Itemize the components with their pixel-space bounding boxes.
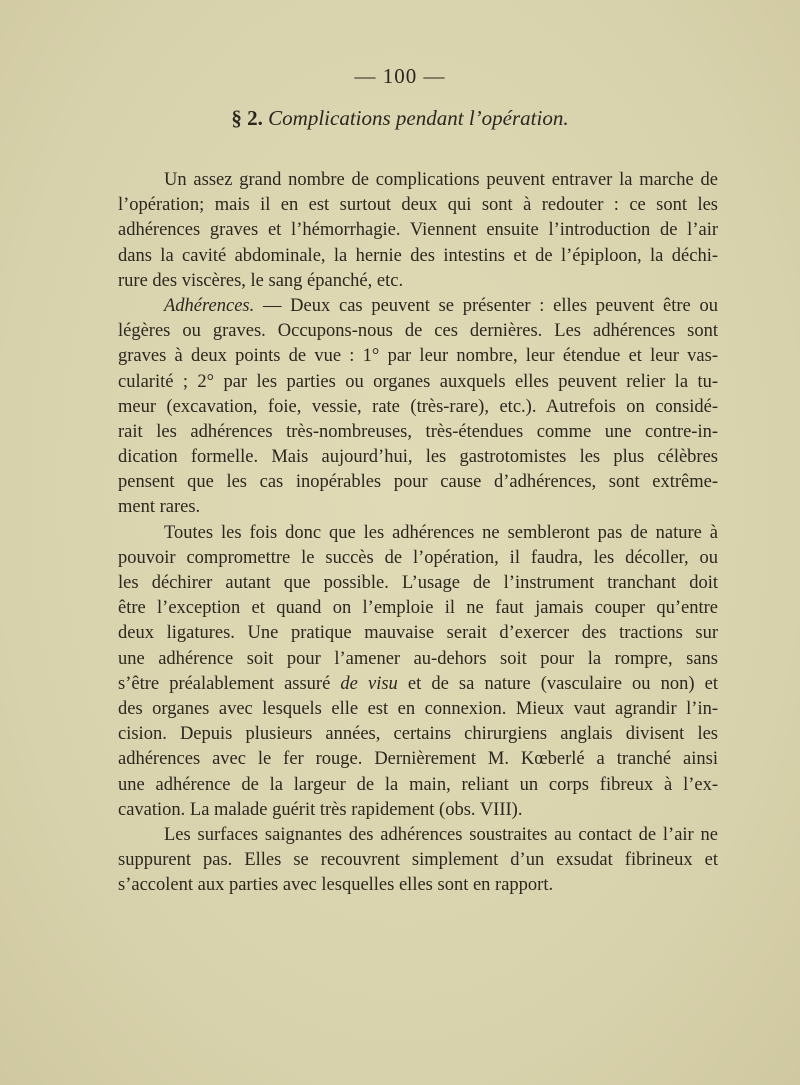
text-run: une adhérence soit pour l’amener au-dehors soit pour la rompre, sans bbox=[118, 648, 718, 669]
text-line bbox=[118, 697, 718, 722]
text-line bbox=[118, 470, 718, 495]
text-run: Un assez grand nombre de complications peuvent entraver la marche de bbox=[164, 170, 718, 190]
text-line bbox=[118, 420, 718, 445]
text-line bbox=[118, 798, 718, 823]
text-run: ment rares. bbox=[118, 497, 201, 518]
text-run: graves à deux points de vue : 1° par leur nombre, leur étendue et leur vas- bbox=[118, 346, 718, 367]
text-line bbox=[118, 672, 718, 697]
text-run: Les surfaces saignantes des adhérences soustraites au contact de l’air ne bbox=[164, 824, 718, 845]
text-line bbox=[118, 269, 718, 294]
text-line bbox=[118, 319, 718, 344]
text-run: légères ou graves. Occupons-nous de ces dernières. Les adhérences sont bbox=[118, 321, 718, 342]
text-line bbox=[118, 647, 718, 672]
text-run: les déchirer autant que possible. L’usage de l’instrument tranchant doit bbox=[118, 573, 718, 593]
text-run: rait les adhérences très-nombreuses, très-étendues comme une contre-in- bbox=[118, 421, 718, 442]
text-line bbox=[118, 873, 718, 898]
section-heading bbox=[0, 106, 800, 131]
text-run: dans la cavité abdominale, la hernie des intestins et de l’épiploon, la déchi- bbox=[118, 245, 718, 266]
text-run: meur (excavation, foie, vessie, rate (très-rare), etc.). Autrefois on considé- bbox=[118, 396, 718, 417]
text-line bbox=[118, 521, 718, 546]
text-line bbox=[118, 495, 718, 520]
text-run: cularité ; 2° par les parties ou organes auxquels elles peuvent relier la tu- bbox=[118, 371, 718, 392]
text-line bbox=[118, 193, 718, 218]
text-line bbox=[118, 445, 718, 470]
text-line bbox=[118, 370, 718, 395]
text-run: des organes avec lesquels elle est en connexion. Mieux vaut agrandir l’in- bbox=[118, 698, 718, 719]
text-run: s’être préalablement assuré bbox=[118, 673, 341, 694]
text-run: Toutes les fois donc que les adhérences ne sembleront pas de nature à bbox=[164, 522, 718, 543]
text-line bbox=[118, 773, 718, 798]
text-line bbox=[118, 546, 718, 571]
page-number: — 100 — bbox=[354, 64, 446, 88]
text-line bbox=[118, 747, 718, 772]
italic-text: de visu bbox=[340, 673, 398, 694]
text-run: pouvoir compromettre le succès de l’opération, il faudra, les décoller, ou bbox=[118, 547, 718, 568]
text-run: suppurent pas. Elles se recouvrent simplement d’un exsudat fibrineux et bbox=[118, 850, 718, 871]
text-run: deux ligatures. Une pratique mauvaise serait d’exercer des tractions sur bbox=[118, 623, 718, 644]
section-number: § 2. bbox=[231, 106, 263, 130]
text-line bbox=[118, 571, 718, 596]
text-run: — Deux cas peuvent se présenter : elles peuvent être ou bbox=[254, 295, 718, 316]
italic-text: Adhérences. bbox=[164, 295, 255, 316]
text-run: être l’exception et quand on l’emploie il ne faut jamais couper qu’entre bbox=[118, 598, 718, 619]
text-run: cision. Depuis plusieurs années, certains chirurgiens anglais divisent les bbox=[118, 724, 718, 745]
text-run: cavation. La malade guérit très rapidement (obs. VIII). bbox=[118, 799, 523, 820]
text-line bbox=[118, 848, 718, 873]
text-run: adhérences graves et l’hémorrhagie. Viennent ensuite l’introduction de l’air bbox=[118, 220, 718, 241]
text-run: et de sa nature (vasculaire ou non) et bbox=[397, 673, 719, 694]
text-line bbox=[118, 395, 718, 420]
text-run: rure des viscères, le sang épanché, etc. bbox=[118, 270, 404, 291]
text-run: l’opération; mais il en est surtout deux qui sont à redouter : ce sont les bbox=[118, 195, 718, 216]
text-line bbox=[118, 596, 718, 621]
text-run: une adhérence de la largeur de la main, reliant un corps fibreux à l’ex- bbox=[118, 774, 718, 795]
text-line bbox=[118, 621, 718, 646]
text-line bbox=[118, 722, 718, 747]
text-line bbox=[118, 823, 718, 848]
text-run: adhérences avec le fer rouge. Dernièrement M. Kœberlé a tranché ainsi bbox=[118, 749, 718, 770]
text-line bbox=[118, 244, 718, 269]
text-run: s’accolent aux parties avec lesquelles elles sont en rapport. bbox=[118, 875, 554, 896]
text-line bbox=[118, 344, 718, 369]
body-text bbox=[118, 168, 718, 898]
section-title: Complications pendant l’opération. bbox=[268, 106, 569, 130]
text-run: dication formelle. Mais aujourd’hui, les gastrotomistes les plus célèbres bbox=[118, 447, 718, 468]
text-line bbox=[118, 218, 718, 243]
text-line bbox=[118, 294, 718, 319]
text-line bbox=[118, 168, 718, 193]
text-run: pensent que les cas inopérables pour cause d’adhérences, sont extrême- bbox=[118, 472, 718, 493]
